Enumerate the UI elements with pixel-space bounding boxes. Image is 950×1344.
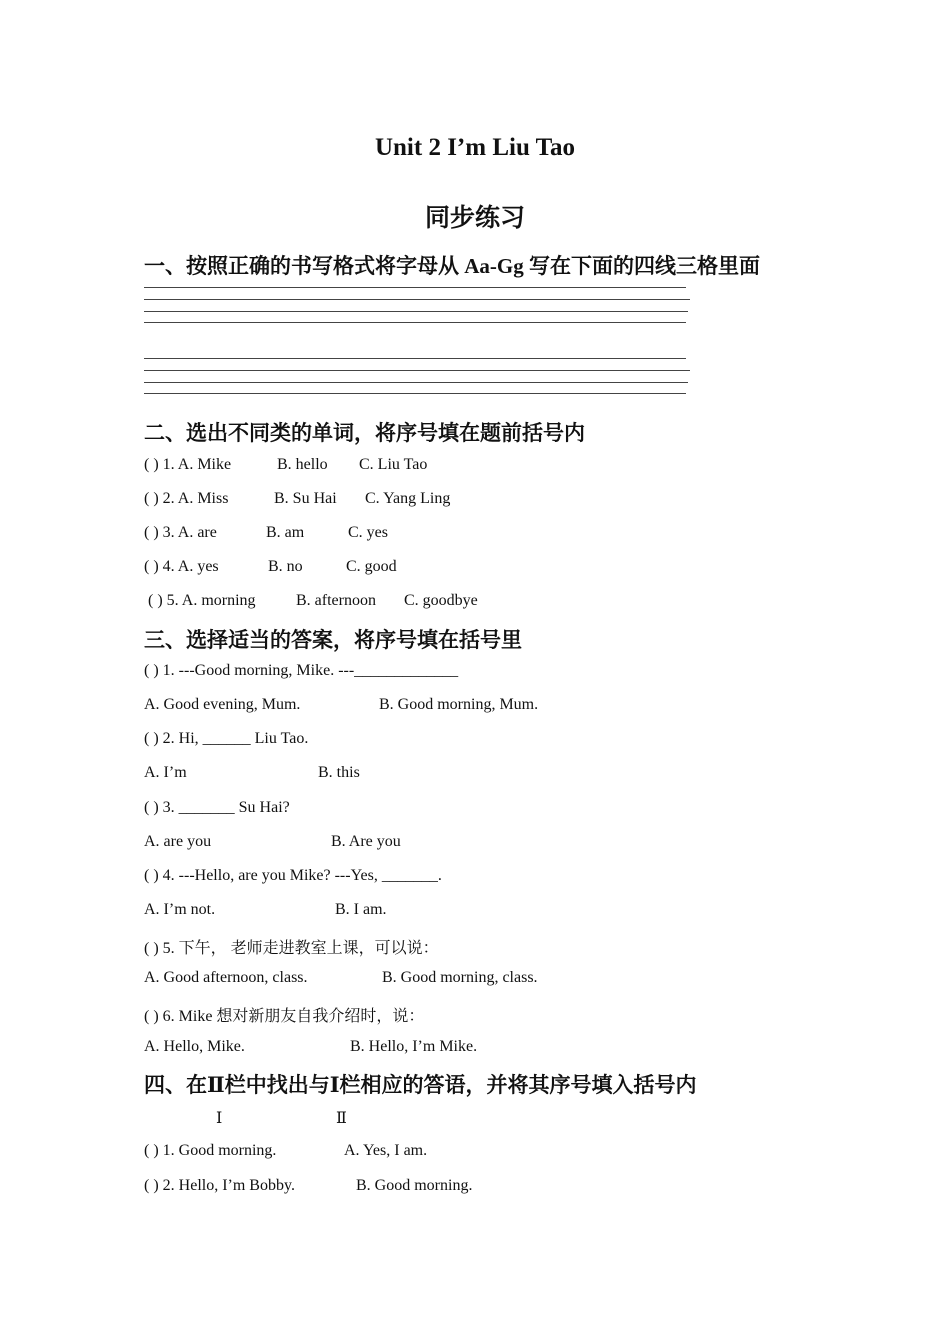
grid-line <box>144 322 686 323</box>
question-5: ( ) 5. 下午， 老师走进教室上课，可以说： <box>144 940 439 957</box>
option-b: B. afternoon <box>296 592 376 609</box>
option-c: C. Liu Tao <box>359 456 428 473</box>
item-question: ( ) 5. A. morning <box>148 592 256 609</box>
section3-heading: 三、选择适当的答案，将序号填在括号里 <box>144 628 522 652</box>
item-question: ( ) 2. A. Miss <box>144 490 229 507</box>
option-c: C. goodbye <box>404 592 478 609</box>
column-1-label: Ⅰ <box>216 1110 223 1127</box>
match-question-2: ( ) 2. Hello, I’m Bobby. <box>144 1177 295 1194</box>
page-title: Unit 2 I’m Liu Tao <box>374 134 576 161</box>
question-1: ( ) 1. ---Good morning, Mike. ---_____________ <box>144 662 459 679</box>
option-b: B. this <box>318 764 360 781</box>
grid-line <box>144 311 688 312</box>
item-question: ( ) 1. A. Mike <box>144 456 232 473</box>
grid-line <box>144 287 686 288</box>
grid-line <box>144 358 686 359</box>
option-c: C. yes <box>348 524 388 541</box>
option-a: A. are you <box>144 833 212 850</box>
question-2: ( ) 2. Hi, ______ Liu Tao. <box>144 730 309 747</box>
match-question-1: ( ) 1. Good morning. <box>144 1142 277 1159</box>
option-b: B. am <box>266 524 305 541</box>
grid-line <box>144 370 690 371</box>
option-b: B. no <box>268 558 303 575</box>
item-question: ( ) 3. A. are <box>144 524 217 541</box>
option-b: B. Hello, I’m Mike. <box>350 1038 478 1055</box>
column-2-label: Ⅱ <box>336 1110 347 1127</box>
option-b: B. Are you <box>331 833 401 850</box>
option-a: A. I’m <box>144 764 187 781</box>
option-a: A. Good evening, Mum. <box>144 696 301 713</box>
grid-line <box>144 393 686 394</box>
option-a: A. Hello, Mike. <box>144 1038 245 1055</box>
grid-line <box>144 382 688 383</box>
page-subtitle: 同步练习 <box>424 205 525 232</box>
question-4: ( ) 4. ---Hello, are you Mike? ---Yes, _______. <box>144 867 442 884</box>
section1-heading: 一、按照正确的书写格式将字母从 Aa-Gg 写在下面的四线三格里面 <box>144 254 760 278</box>
option-b: B. Good morning, class. <box>382 969 538 986</box>
section2-heading: 二、选出不同类的单词，将序号填在题前括号内 <box>144 421 585 445</box>
option-b: B. Good morning, Mum. <box>379 696 539 713</box>
option-c: C. Yang Ling <box>365 490 451 507</box>
match-answer-b: B. Good morning. <box>356 1177 473 1194</box>
grid-line <box>144 299 690 300</box>
option-c: C. good <box>346 558 397 575</box>
match-answer-a: A. Yes, I am. <box>344 1142 428 1159</box>
question-6: ( ) 6. Mike 想对新朋友自我介绍时，说： <box>144 1008 425 1025</box>
question-3: ( ) 3. _______ Su Hai? <box>144 799 290 816</box>
item-question: ( ) 4. A. yes <box>144 558 219 575</box>
option-b: B. hello <box>277 456 328 473</box>
section4-heading: 四、在Ⅱ栏中找出与Ⅰ栏相应的答语，并将其序号填入括号内 <box>144 1073 697 1097</box>
option-a: A. I’m not. <box>144 901 216 918</box>
option-a: A. Good afternoon, class. <box>144 969 308 986</box>
option-b: B. I am. <box>335 901 387 918</box>
option-b: B. Su Hai <box>274 490 337 507</box>
